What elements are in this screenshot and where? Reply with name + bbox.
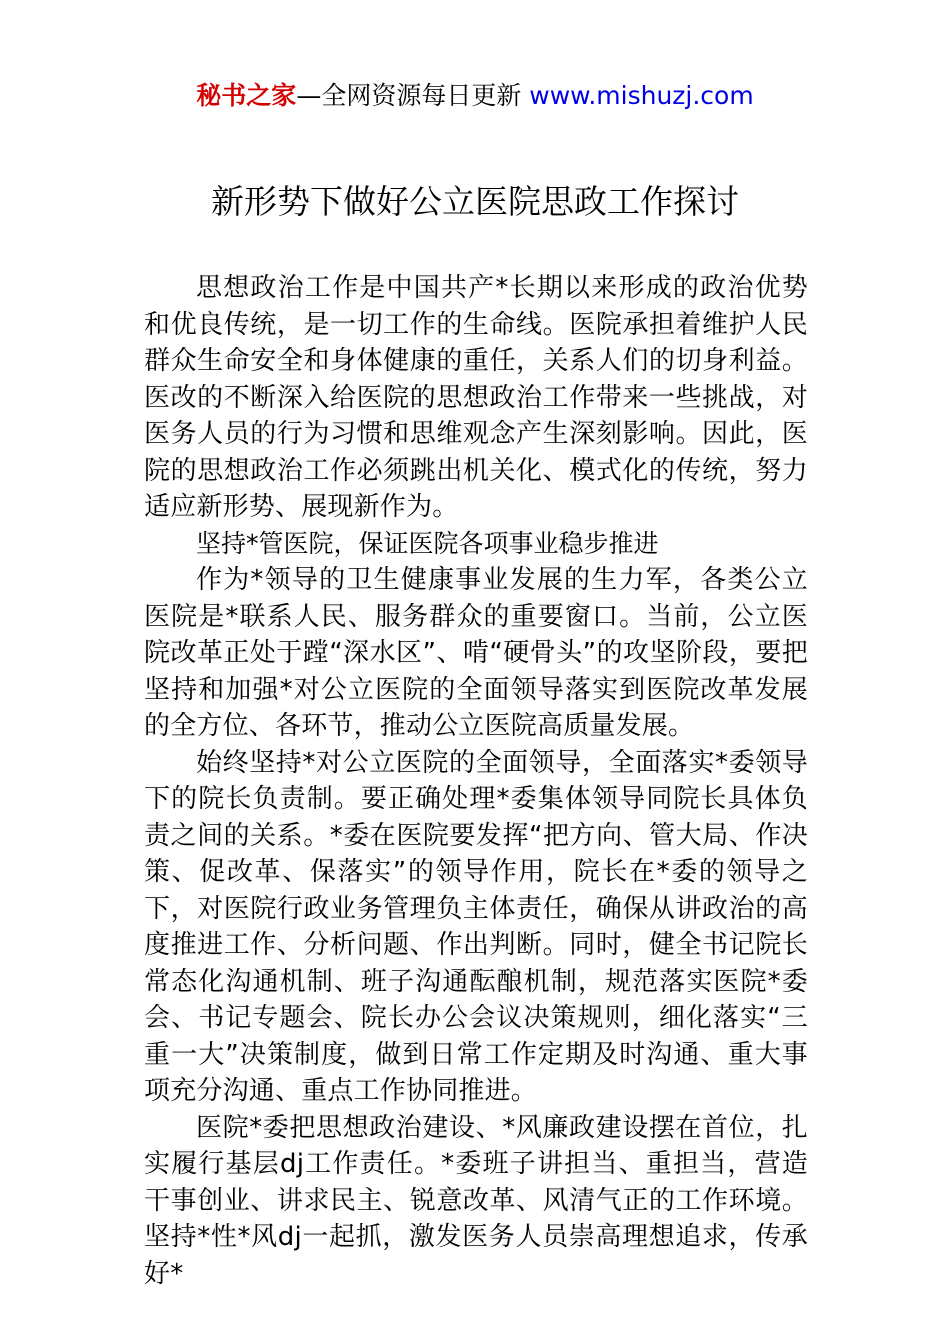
body-paragraph: 始终坚持*对公立医院的全面领导，全面落实*委领导下的院长负责制。要正确处理*委集体领导同院长具体负责之间的关系。*委在医院要发挥“把方向、管大局、作决策、促改革、保落实”的领导作用，院长在*委的领导之下，对医院行政业务管理负主体责任，确保从讲政治的高度推进工作、分析问题、作出判断。同时，健全书记院长常态化沟通机制、班子沟通酝酿机制，规范落实医院*委会、书记专题会、院长办公会议决策规则，细化落实“三重一大”决策制度，做到日常工作定期及时沟通、重大事项充分沟通、重点工作协同推进。: [144, 747, 808, 1106]
site-url-link[interactable]: www.mishuzj.com: [529, 81, 754, 110]
intro-paragraph: 思想政治工作是中国共产*长期以来形成的政治优势和优良传统，是一切工作的生命线。医院承担着维护人民群众生命安全和身体健康的重任，关系人们的切身利益。医改的不断深入给医院的思想政治工作带来一些挑战，对医务人员的行为习惯和思维观念产生深刻影响。因此，医院的思想政治工作必须跳出机关化、模式化的传统，努力适应新形势、展现新作为。: [144, 273, 808, 522]
document-title: 新形势下做好公立医院思政工作探讨: [211, 182, 739, 221]
body-paragraph: 医院*委把思想政治建设、*风廉政建设摆在首位，扎实履行基层dj工作责任。*委班子讲担当、重担当，营造干事创业、讲求民主、锐意改革、风清气正的工作环境。坚持*性*风dj一起抓，激发医务人员崇高理想追求，传承好*: [144, 1112, 808, 1289]
section-heading: 坚持*管医院，保证医院各项事业稳步推进: [196, 528, 659, 558]
site-header: [0, 78, 950, 114]
document-body: [144, 270, 808, 1292]
site-brand: 秘书之家: [196, 81, 297, 110]
body-paragraph: 作为*领导的卫生健康事业发展的生力军，各类公立医院是*联系人民、服务群众的重要窗口。当前，公立医院改革正处于蹚“深水区”、啃“硬骨头”的攻坚阶段，要把坚持和加强*对公立医院的全面领导落实到医院改革发展的全方位、各环节，推动公立医院高质量发展。: [144, 565, 808, 741]
site-tagline: —全网资源每日更新: [296, 81, 522, 110]
